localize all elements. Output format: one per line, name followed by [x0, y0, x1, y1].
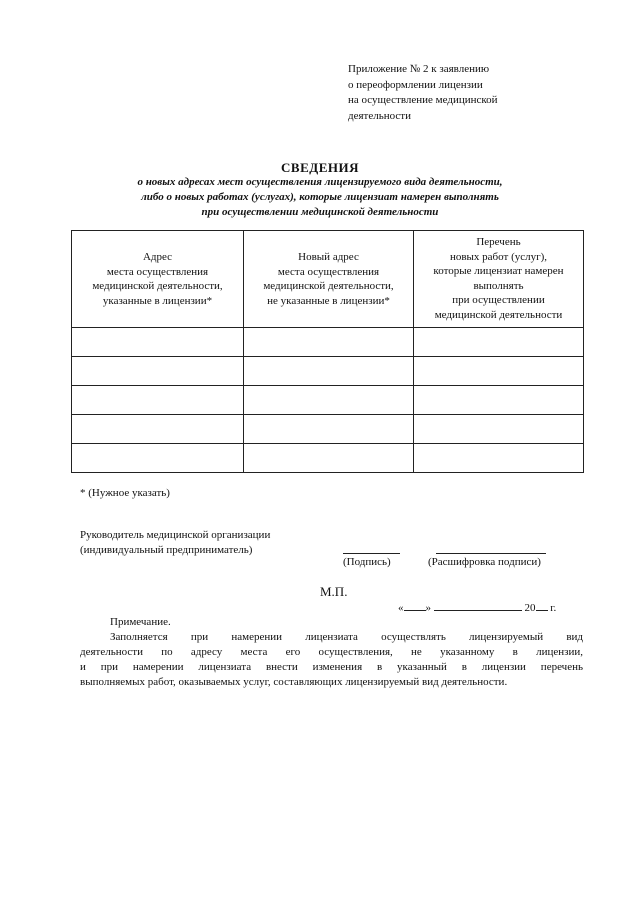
table-cell[interactable]	[72, 444, 244, 473]
date-field	[398, 600, 556, 614]
signature-label: (Подпись)	[343, 556, 391, 568]
header-new-address	[244, 231, 414, 328]
table-row	[72, 357, 584, 386]
document-subtitle	[60, 175, 580, 220]
header-line: выполнять	[473, 279, 524, 292]
header-line: медицинской деятельности,	[263, 280, 394, 292]
stamp-place-label: М.П.	[320, 584, 348, 599]
note-label: Примечание.	[110, 616, 171, 628]
note-text	[80, 630, 583, 690]
header-new-works	[414, 231, 584, 328]
table-cell[interactable]	[244, 328, 414, 357]
header-line: указанные в лицензии*	[102, 294, 213, 307]
appendix-note	[348, 62, 598, 124]
header-line: не указанные в лицензии*	[267, 294, 390, 307]
table-cell[interactable]	[72, 415, 244, 444]
subtitle-line: о новых адресах мест осуществления лицензируемого вида деятельности,	[137, 176, 503, 188]
table-header-row	[72, 231, 584, 328]
subtitle-line: либо о новых работах (услугах), которые лицензиат намерен выполнять	[141, 191, 499, 203]
table-cell[interactable]	[414, 328, 584, 357]
footnote: * (Нужное указать)	[80, 487, 170, 499]
table-cell[interactable]	[244, 386, 414, 415]
table-row	[72, 386, 584, 415]
note-line: и при намерении лицензиата внести изменения в указанный в лицензии перечень	[80, 661, 583, 673]
date-close-quote: »	[425, 602, 431, 614]
appendix-line: Приложение № 2 к заявлению	[348, 63, 490, 75]
table-cell[interactable]	[414, 357, 584, 386]
note-line: выполняемых работ, оказываемых услуг, составляющих лицензируемый вид деятельности.	[80, 676, 508, 688]
table-row	[72, 444, 584, 473]
table-cell[interactable]	[414, 415, 584, 444]
table-cell[interactable]	[414, 444, 584, 473]
table-cell[interactable]	[244, 357, 414, 386]
table-cell[interactable]	[244, 415, 414, 444]
subtitle-line: при осуществлении медицинской деятельности	[201, 206, 439, 218]
date-year-suffix: г.	[550, 602, 557, 614]
note-line: деятельности по адресу места его осуществления, не указанному в лицензии,	[80, 646, 583, 658]
header-current-address	[72, 231, 244, 328]
appendix-line: о переоформлении лицензии	[348, 78, 483, 91]
table-cell[interactable]	[72, 386, 244, 415]
header-line: места осуществления	[277, 265, 380, 278]
signer-subtitle: (индивидуальный предприниматель)	[80, 544, 253, 556]
date-year-prefix: 20	[524, 602, 536, 614]
table-row	[72, 328, 584, 357]
header-line: при осуществлении	[452, 294, 545, 306]
date-year-blank[interactable]	[536, 600, 548, 611]
header-line: которые лицензиат намерен	[433, 265, 564, 277]
signer-block	[80, 528, 270, 558]
date-month-blank[interactable]	[434, 600, 522, 611]
appendix-line: на осуществление медицинской	[348, 94, 498, 106]
table-cell[interactable]	[72, 328, 244, 357]
note-line: Заполняется при намерении лицензиата осуществлять лицензируемый вид	[110, 631, 583, 643]
date-open-quote: «	[398, 602, 404, 614]
table-row	[72, 415, 584, 444]
document-title: СВЕДЕНИЯ	[281, 160, 359, 175]
appendix-line: деятельности	[348, 109, 411, 122]
date-day-blank[interactable]	[404, 600, 426, 611]
signature-decode-field-line[interactable]	[436, 553, 546, 554]
header-line: Перечень	[476, 236, 521, 248]
signature-field-line[interactable]	[343, 553, 400, 554]
information-table	[71, 230, 584, 473]
table-cell[interactable]	[244, 444, 414, 473]
header-line: Новый адрес	[298, 251, 359, 263]
header-line: Адрес	[142, 251, 173, 263]
header-line: медицинской деятельности,	[92, 280, 223, 292]
signature-decode-label: (Расшифровка подписи)	[428, 556, 541, 568]
header-line: места осуществления	[106, 265, 209, 278]
table-cell[interactable]	[414, 386, 584, 415]
table-cell[interactable]	[72, 357, 244, 386]
header-line: новых работ (услуг),	[449, 250, 548, 263]
header-line: медицинской деятельности	[434, 308, 563, 321]
signer-title: Руководитель медицинской организации	[80, 529, 271, 541]
